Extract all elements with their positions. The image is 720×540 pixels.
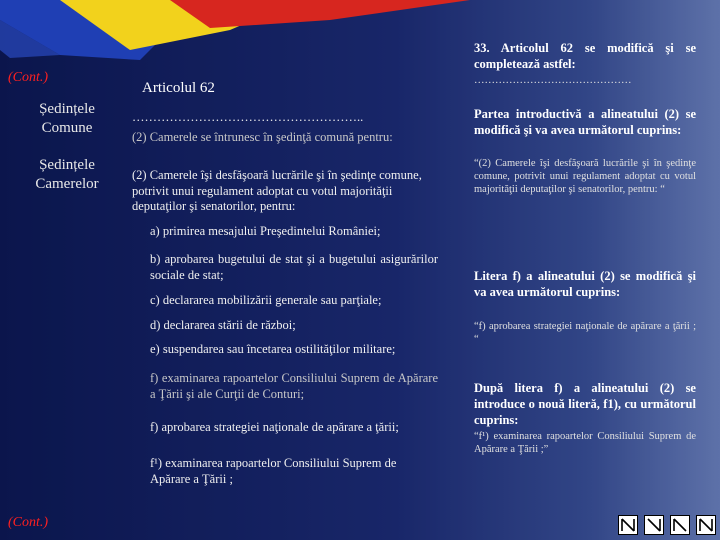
article-title: Articolul 62 <box>142 80 215 96</box>
middle-ellipsis: ……………………………………………….. <box>132 110 364 124</box>
previous-slide-button[interactable] <box>644 515 664 535</box>
next-slide-icon <box>671 516 689 534</box>
last-slide-icon <box>697 516 715 534</box>
letter-f-quote: “f) aprobarea strategiei naţionale de apărare a ţării ; “ <box>474 321 696 345</box>
new-paragraph-2: (2) Camerele îşi desfăşoară lucrările şi în şedinţe comune, potrivit unui regulament adoptat cu votul majorităţii deputaţilor şi senatorilor, pentru: <box>132 168 422 213</box>
list-item-c: c) declararea mobilizării generale sau parţiale; <box>150 293 382 307</box>
list-item-e: e) suspendarea sau încetarea ostilităţilor militare; <box>150 342 396 356</box>
sidebar-label-chamber-sessions: Ședințele Camerelor <box>35 157 99 192</box>
old-paragraph-2: (2) Camerele se întrunesc în şedinţă comună pentru: <box>132 130 393 144</box>
last-slide-button[interactable] <box>696 515 716 535</box>
sidebar-label-joint-sessions: Ședințele Comune <box>39 101 95 136</box>
list-item-f1: f¹) examinarea rapoartelor Consiliului Suprem de Apărare a Ţării ; <box>150 456 397 486</box>
first-slide-icon <box>619 516 637 534</box>
next-slide-button[interactable] <box>670 515 690 535</box>
list-item-d: d) declararea stării de război; <box>150 318 296 332</box>
continued-label-bottom: (Cont.) <box>8 515 49 530</box>
amendment-33-heading: 33. Articolul 62 se modifică şi se completează astfel: <box>474 41 696 71</box>
list-item-f-old: f) examinarea rapoartelor Consiliului Suprem de Apărare a Ţării şi ale Curţii de Conturi; <box>150 371 438 401</box>
intro-part-heading: Partea introductivă a alineatului (2) se modifică şi va avea următorul cuprins: <box>474 107 696 137</box>
right-ellipsis: ……………………………………… <box>474 75 632 86</box>
list-item-b: b) aprobarea bugetului de stat şi a bugetului asigurărilor sociale de stat; <box>150 252 438 282</box>
continued-label-top: (Cont.) <box>8 70 49 85</box>
list-item-f-new: f) aprobarea strategiei naţionale de apărare a ţării; <box>150 420 399 434</box>
new-paragraph-quote: “(2) Camerele îşi desfăşoară lucrările şi în şedinţe comune, potrivit unui regulament adoptat cu votul majorităţii deputaţilor şi senatorilor, pentru: “ <box>474 158 696 195</box>
letter-f1-quote: “f¹) examinarea rapoartelor Consiliului Suprem de Apărare a Ţării ;” <box>474 431 696 455</box>
first-slide-button[interactable] <box>618 515 638 535</box>
previous-slide-icon <box>645 516 663 534</box>
list-item-a: a) primirea mesajului Preşedintelui României; <box>150 224 381 238</box>
letter-f-heading: Litera f) a alineatului (2) se modifică şi va avea următorul cuprins: <box>474 269 696 299</box>
letter-f1-heading: După litera f) a alineatului (2) se introduce o nouă literă, f1), cu următorul cuprins: <box>474 381 696 427</box>
